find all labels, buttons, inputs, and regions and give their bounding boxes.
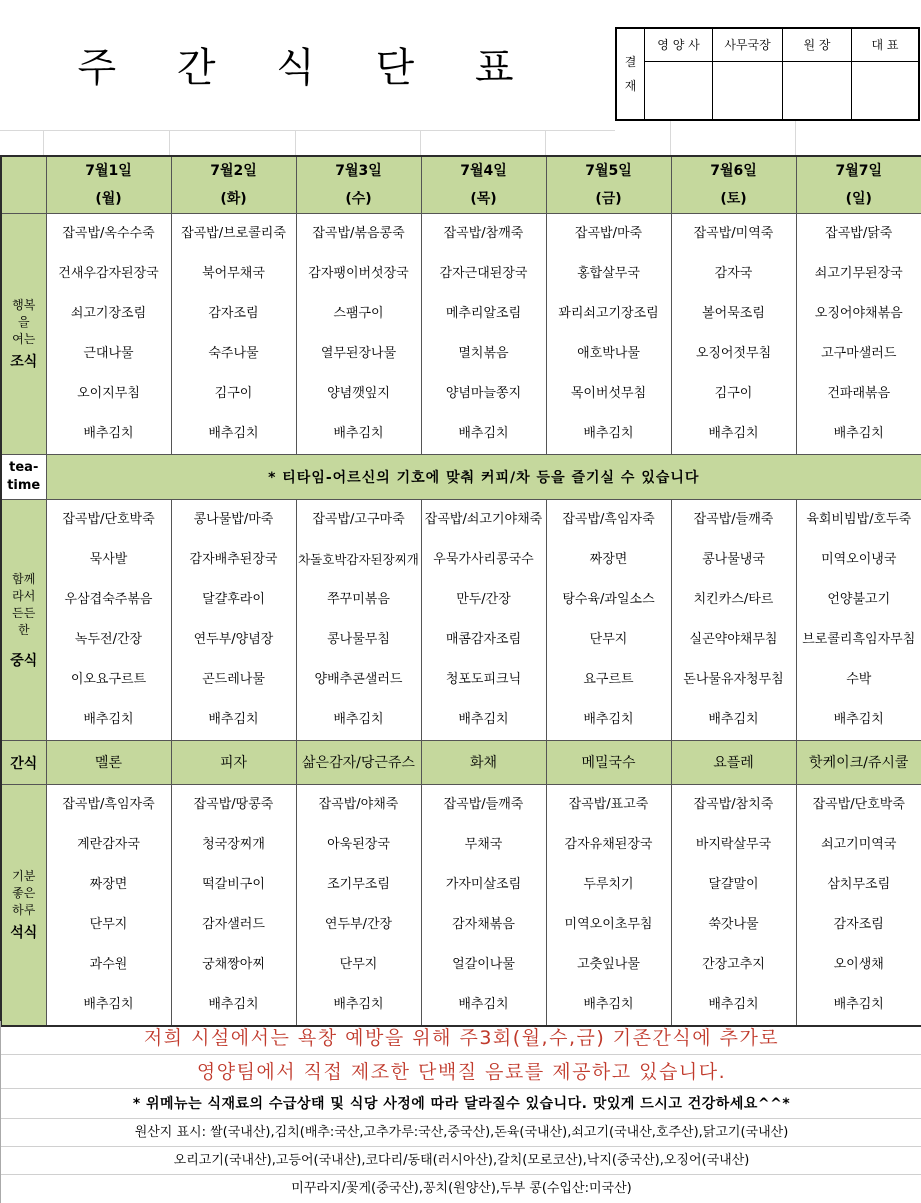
lunch-menu [546, 500, 671, 741]
menu-item: 감자샐러드 [202, 917, 265, 932]
approval-head: 대 표 [852, 29, 918, 62]
menu-item: 차돌호박감자된장찌개 [298, 552, 419, 567]
notice-red-line-2: 영양팀에서 직접 제조한 단백질 음료를 제공하고 있습니다. [1, 1055, 921, 1089]
menu-item: 김구이 [214, 386, 253, 401]
notice-red-line-1: 저희 시설에서는 욕창 예방을 위해 주3회(월,수,금) 기존간식에 추가로 [1, 1021, 921, 1055]
dinner-menu [421, 785, 546, 1027]
menu-item: 수박 [846, 672, 872, 687]
lunch-menu [421, 500, 546, 741]
dinner-menu [796, 785, 921, 1027]
menu-item: 잡곡밥/브로콜리죽 [181, 226, 286, 241]
menu-item: 잡곡밥/흑임자죽 [562, 512, 655, 527]
menu-item: 잡곡밥/미역죽 [693, 226, 774, 241]
menu-item: 잡곡밥/들깨죽 [693, 512, 774, 527]
dinner-menu [171, 785, 296, 1027]
menu-item: 고춧잎나물 [577, 957, 640, 972]
teatime-text: * 티타임-어르신의 기호에 맞춰 커피/차 등을 즐기실 수 있습니다 [46, 455, 921, 500]
menu-item: 감자조림 [833, 917, 884, 932]
menu-item: 쑥갓나물 [708, 917, 759, 932]
menu-item: 달걀후라이 [202, 592, 265, 607]
snack-item: 화채 [421, 741, 546, 785]
menu-item: 감자근대된장국 [439, 266, 528, 281]
menu-item: 감자조림 [208, 306, 259, 321]
menu-item: 볼어묵조림 [702, 306, 765, 321]
menu-item: 목이버섯무침 [570, 386, 647, 401]
menu-item: 조기무조림 [327, 877, 390, 892]
day-header: 7월6일 (토) [671, 156, 796, 214]
menu-item: 잡곡밥/땅콩죽 [193, 797, 274, 812]
menu-item: 과수원 [89, 957, 128, 972]
menu-item: 콩나물밥/마죽 [193, 512, 274, 527]
notice-area [0, 1021, 921, 1203]
menu-item: 미역오이냉국 [821, 552, 897, 567]
menu-item: 배추김치 [83, 712, 134, 727]
menu-item: 배추김치 [83, 426, 134, 441]
approval-col-ceo[interactable] [852, 29, 918, 119]
snack-row [1, 741, 921, 785]
menu-item: 잡곡밥/닭죽 [825, 226, 893, 241]
menu-item: 이오요구르트 [70, 672, 147, 687]
snack-item: 메밀국수 [546, 741, 671, 785]
menu-item: 배추김치 [458, 997, 509, 1012]
menu-item: 매콤감자조림 [445, 632, 522, 647]
menu-item: 청국장찌개 [202, 837, 265, 852]
menu-item: 홍합살무국 [577, 266, 640, 281]
origin-line-3: 미꾸라지/꽃게(중국산),꽁치(원양산),두부 콩(수입산:미국산) [291, 1181, 632, 1196]
menu-item: 쇠고기장조림 [70, 306, 147, 321]
approval-head: 사무국장 [713, 29, 782, 62]
menu-item: 잡곡밥/참치죽 [693, 797, 774, 812]
menu-item: 실곤약야채무침 [689, 632, 778, 647]
menu-item: 잡곡밥/볶음콩죽 [312, 226, 405, 241]
menu-item: 단무지 [589, 632, 628, 647]
menu-item: 감자유채된장국 [564, 837, 653, 852]
menu-item: 쭈꾸미볶음 [327, 592, 390, 607]
menu-item: 양념깻잎지 [327, 386, 390, 401]
menu-item: 배추김치 [583, 997, 634, 1012]
menu-item: 브로콜리흑임자무침 [802, 632, 916, 647]
menu-item: 궁채짱아찌 [202, 957, 265, 972]
menu-item: 스팸구이 [333, 306, 384, 321]
menu-item: 감자채볶음 [452, 917, 515, 932]
menu-item: 오이생채 [833, 957, 884, 972]
day-header: 7월4일 (목) [421, 156, 546, 214]
menu-item: 육회비빔밥/호두죽 [806, 512, 912, 527]
menu-item: 꽈리쇠고기장조림 [558, 306, 659, 321]
menu-item: 잡곡밥/고구마죽 [312, 512, 405, 527]
menu-item: 배추김치 [833, 997, 884, 1012]
notice-caution: * 위메뉴는 식재료의 수급상태 및 식당 사정에 따라 달라질수 있습니다. 맛있게 드시고 건강하세요^^* [1, 1089, 921, 1119]
menu-item: 단무지 [339, 957, 378, 972]
day-header: 7월2일 (화) [171, 156, 296, 214]
menu-item: 우삼겹숙주볶음 [64, 592, 153, 607]
breakfast-menu [296, 214, 421, 455]
snack-item: 피자 [171, 741, 296, 785]
day-header: 7월3일 (수) [296, 156, 421, 214]
menu-item: 배추김치 [708, 997, 759, 1012]
menu-item: 돈나물유자청무침 [683, 672, 784, 687]
menu-item: 콩나물무침 [327, 632, 390, 647]
breakfast-label: 행복 을 여는 조식 [1, 214, 46, 455]
snack-item: 핫케이크/쥬시쿨 [796, 741, 921, 785]
menu-item: 짜장면 [589, 552, 628, 567]
menu-item: 계란감자국 [77, 837, 140, 852]
snack-item: 삶은감자/당근쥬스 [296, 741, 421, 785]
teatime-label: tea- time [1, 455, 46, 500]
menu-item: 잡곡밥/들깨죽 [443, 797, 524, 812]
menu-item: 잡곡밥/옥수수죽 [62, 226, 155, 241]
menu-item: 열무된장나물 [320, 346, 397, 361]
menu-item: 메추리알조림 [445, 306, 522, 321]
menu-item: 북어무채국 [202, 266, 265, 281]
menu-item: 배추김치 [583, 426, 634, 441]
menu-item: 잡곡밥/마죽 [574, 226, 643, 241]
snack-item: 요플레 [671, 741, 796, 785]
approval-side-label-2: 재 [624, 79, 637, 93]
lunch-menu [171, 500, 296, 741]
menu-item: 얼갈이나물 [452, 957, 515, 972]
menu-item: 오징어젓무침 [695, 346, 772, 361]
lunch-menu [296, 500, 421, 741]
menu-item: 치킨카스/타르 [693, 592, 774, 607]
menu-item: 콩나물냉국 [702, 552, 765, 567]
breakfast-menu [796, 214, 921, 455]
menu-item: 잡곡밥/흑임자죽 [62, 797, 155, 812]
menu-item: 배추김치 [208, 997, 259, 1012]
dinner-menu [546, 785, 671, 1027]
menu-item: 요구르트 [583, 672, 634, 687]
menu-item: 감자배추된장국 [189, 552, 278, 567]
approval-col-nutritionist[interactable] [645, 29, 713, 119]
approval-head: 영 양 사 [645, 29, 712, 62]
menu-item: 달걀말이 [708, 877, 759, 892]
breakfast-menu [421, 214, 546, 455]
menu-item: 단무지 [89, 917, 128, 932]
origin-line-1: 원산지 표시: 쌀(국내산),김치(배추:국산,고추가루:국산,중국산),돈육(국내산),쇠고기(국내산,호주산),닭고기(국내산) [1, 1119, 921, 1147]
menu-item: 삼치무조림 [827, 877, 891, 892]
menu-item: 녹두전/간장 [74, 632, 143, 647]
menu-item: 김구이 [714, 386, 753, 401]
menu-item: 배추김치 [833, 712, 884, 727]
menu-item: 두루치기 [583, 877, 634, 892]
menu-item: 배추김치 [833, 426, 884, 441]
menu-item: 짜장면 [89, 877, 128, 892]
menu-item: 잡곡밥/단호박죽 [812, 797, 905, 812]
menu-item: 근대나물 [83, 346, 134, 361]
dinner-menu [296, 785, 421, 1027]
day-header: 7월5일 (금) [546, 156, 671, 214]
menu-item: 배추김치 [708, 712, 759, 727]
menu-item: 배추김치 [583, 712, 634, 727]
menu-item: 바지락살무국 [695, 837, 772, 852]
snack-item: 멜론 [46, 741, 171, 785]
dinner-label: 기분 좋은 하루 석식 [1, 785, 46, 1027]
approval-head: 원 장 [783, 29, 851, 62]
lunch-label: 함께 라서 든든 한 중식 [1, 500, 46, 741]
menu-item: 쇠고기미역국 [821, 837, 897, 852]
corner-cell [1, 156, 46, 214]
menu-item: 우묵가사리콩국수 [433, 552, 534, 567]
menu-item: 잡곡밥/참깨죽 [443, 226, 524, 241]
menu-item: 연두부/간장 [324, 917, 393, 932]
menu-item: 양배추콘샐러드 [314, 672, 403, 687]
menu-item: 감자팽이버섯장국 [308, 266, 409, 281]
menu-item: 떡갈비구이 [202, 877, 265, 892]
menu-item: 무채국 [464, 837, 503, 852]
page-title: 주 간 식 단 표 [77, 45, 538, 91]
menu-item: 묵사발 [89, 552, 128, 567]
dinner-menu [671, 785, 796, 1027]
menu-item: 오이지무침 [77, 386, 140, 401]
menu-item: 애호박나물 [577, 346, 640, 361]
approval-col-director[interactable] [783, 29, 852, 119]
day-header: 7월7일 (일) [796, 156, 921, 214]
menu-item: 고구마샐러드 [821, 346, 897, 361]
menu-item: 숙주나물 [208, 346, 259, 361]
weekly-menu-table [0, 155, 921, 1027]
menu-item: 배추김치 [208, 712, 259, 727]
menu-item: 건파래볶음 [827, 386, 891, 401]
breakfast-row [1, 214, 921, 455]
breakfast-menu [671, 214, 796, 455]
breakfast-menu [546, 214, 671, 455]
menu-item: 간장고추지 [702, 957, 765, 972]
menu-item: 배추김치 [708, 426, 759, 441]
menu-item: 배추김치 [333, 712, 384, 727]
menu-item: 잡곡밥/표고죽 [568, 797, 649, 812]
menu-item: 배추김치 [458, 712, 509, 727]
menu-item: 잡곡밥/쇠고기야채죽 [424, 512, 543, 527]
dinner-row [1, 785, 921, 1027]
lunch-menu [671, 500, 796, 741]
lunch-menu [796, 500, 921, 741]
teatime-row [1, 455, 921, 500]
menu-item: 건새우감자된장국 [58, 266, 159, 281]
menu-item: 쇠고기무된장국 [814, 266, 903, 281]
date-row [1, 156, 921, 214]
approval-box [615, 27, 920, 121]
approval-side-label-1: 결 [624, 55, 637, 69]
dinner-menu [46, 785, 171, 1027]
menu-item: 탕수육/과일소스 [562, 592, 655, 607]
menu-item: 청포도피크닉 [445, 672, 522, 687]
breakfast-menu [171, 214, 296, 455]
menu-item: 만두/간장 [456, 592, 511, 607]
menu-item: 언양불고기 [827, 592, 891, 607]
approval-side-label [617, 29, 645, 119]
menu-item: 배추김치 [208, 426, 259, 441]
breakfast-menu [46, 214, 171, 455]
lunch-menu [46, 500, 171, 741]
menu-item: 배추김치 [333, 997, 384, 1012]
menu-item: 아욱된장국 [327, 837, 390, 852]
menu-item: 가자미살조림 [445, 877, 522, 892]
menu-item: 양념마늘쫑지 [445, 386, 522, 401]
menu-item: 미역오이초무침 [564, 917, 653, 932]
menu-item: 배추김치 [458, 426, 509, 441]
approval-col-manager[interactable] [713, 29, 783, 119]
menu-item: 잡곡밥/야채죽 [318, 797, 399, 812]
menu-item: 배추김치 [83, 997, 134, 1012]
menu-item: 잡곡밥/단호박죽 [62, 512, 155, 527]
lunch-row [1, 500, 921, 741]
menu-item: 곤드레나물 [202, 672, 265, 687]
origin-line-2: 오리고기(국내산),고등어(국내산),코다리/동태(러시아산),갈치(모로코산),낙지(중국산),오징어(국내산) [1, 1147, 921, 1175]
menu-item: 감자국 [714, 266, 753, 281]
menu-item: 배추김치 [333, 426, 384, 441]
menu-item: 멸치볶음 [458, 346, 509, 361]
day-header: 7월1일 (월) [46, 156, 171, 214]
menu-item: 연두부/양념장 [193, 632, 274, 647]
menu-item: 오징어야채볶음 [814, 306, 903, 321]
snack-label: 간식 [1, 741, 46, 785]
